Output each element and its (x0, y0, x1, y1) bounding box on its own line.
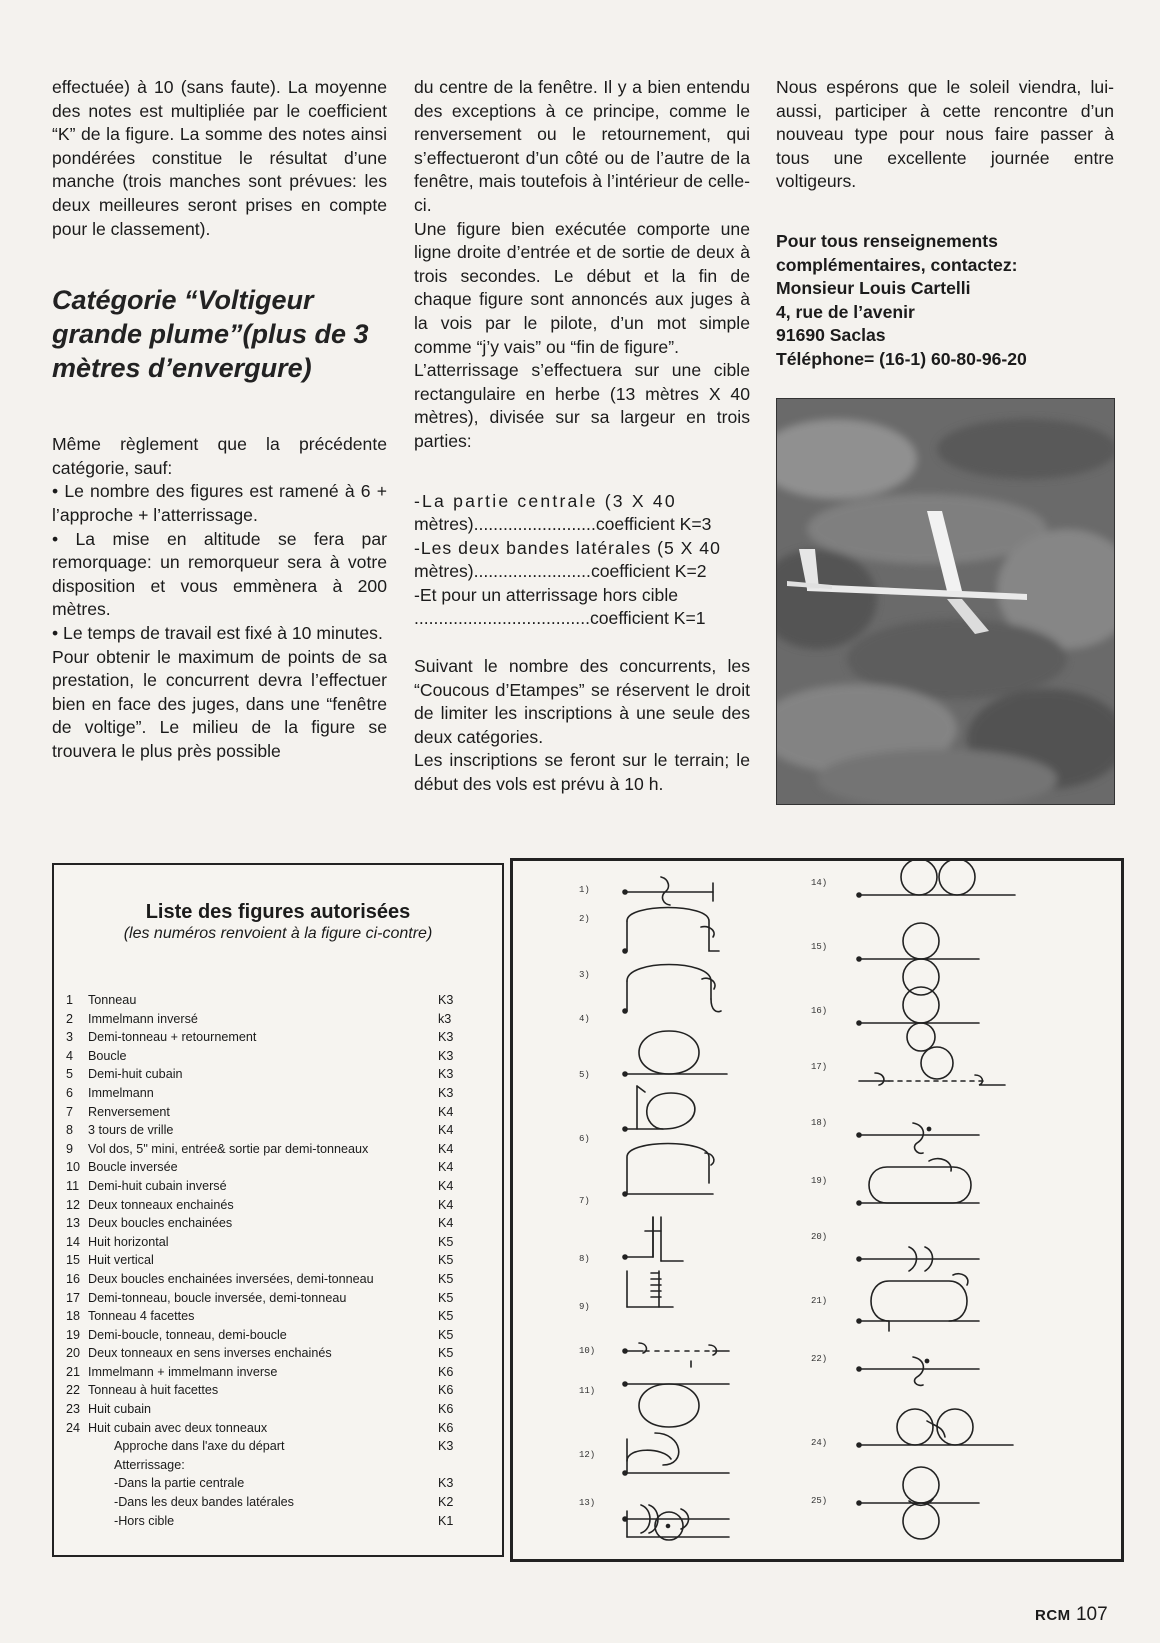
figure-number: 24 (66, 1420, 81, 1435)
coef-line-1a: -La partie centrale (3 X 40 (414, 490, 677, 511)
figure-18 (857, 1123, 979, 1153)
diagram-label-right: 21) (811, 1296, 828, 1306)
figure-name: 3 tours de vrille (88, 1123, 174, 1138)
figure-name: Vol dos, 5" mini, entrée& sortie par demi-tonneaux (88, 1141, 369, 1156)
diagram-label-right: 19) (811, 1176, 828, 1186)
figure-name: Immelmann inversé (88, 1011, 198, 1026)
figure-list-row (66, 1363, 486, 1382)
figure-number: 6 (66, 1085, 74, 1100)
figure-coefficient: K5 (438, 1271, 454, 1286)
figure-4 (623, 1031, 727, 1076)
coef-line-2b: mètres)........................coefficient K=2 (414, 561, 707, 582)
diagram-label-right: 17) (811, 1062, 828, 1072)
figure-coefficient: K4 (438, 1104, 454, 1119)
figure-coefficient: K3 (438, 1030, 454, 1045)
figure-21 (857, 1274, 979, 1331)
col3-paragraph-1: Nous espérons que le soleil viendra, lui-aussi, participer à cette rencontre d’un nouveau type pour nous faire passer à tous une excellente journée entre voltigeurs. (776, 77, 1114, 192)
figure-list-title: Liste des figures autorisées (145, 901, 411, 923)
glider-photo (776, 398, 1115, 805)
coef-line-3b: ....................................coefficient K=1 (414, 608, 706, 629)
contact-street: 4, rue de l’avenir (776, 301, 915, 322)
figure-name: Immelmann + immelmann inverse (88, 1364, 278, 1379)
figure-list-rows (66, 991, 486, 1530)
figure-name: Atterrissage: (114, 1457, 185, 1472)
figure-8 (627, 1271, 673, 1307)
figure-7 (623, 1217, 683, 1261)
figure-number: 21 (66, 1364, 81, 1379)
figure-name: Deux boucles enchainées (88, 1216, 233, 1231)
figure-list-row (66, 1493, 486, 1512)
figure-number: 13 (66, 1216, 81, 1231)
figure-coefficient: K4 (438, 1123, 454, 1138)
figure-17 (859, 1047, 1005, 1085)
figure-name: Immelmann (88, 1085, 154, 1100)
aerobatic-figures-diagram (513, 861, 1115, 1553)
figure-list-row (66, 1474, 486, 1493)
figure-coefficient: K5 (438, 1234, 454, 1249)
diagram-label-left: 1) (579, 885, 590, 895)
figure-name: Huit vertical (88, 1253, 154, 1268)
figure-coefficient: K2 (438, 1495, 454, 1510)
figure-11 (623, 1433, 729, 1475)
figure-number: 4 (66, 1048, 74, 1063)
figure-list-row (66, 1233, 486, 1252)
figure-list-row (66, 1344, 486, 1363)
figure-list-row (66, 1289, 486, 1308)
figure-name: Tonneau (88, 993, 137, 1007)
figure-name: Demi-tonneau, boucle inversée, demi-tonneau (88, 1290, 347, 1305)
figure-number: 8 (66, 1123, 74, 1138)
page-footer (1035, 1604, 1108, 1626)
figure-name: Approche dans l'axe du départ (114, 1439, 285, 1454)
figure-name: -Hors cible (114, 1513, 175, 1528)
diagram-label-right: 24) (811, 1438, 828, 1448)
col1-paragraph-2: Même règlement que la précédente catégorie, sauf: (52, 434, 387, 478)
figure-name: Deux tonneaux enchainés (88, 1197, 234, 1212)
diagram-label-left: 5) (579, 1070, 590, 1080)
figure-14 (857, 861, 1015, 897)
figure-list-row (66, 1103, 486, 1122)
figure-coefficient: K3 (438, 1439, 454, 1454)
diagram-label-left: 13) (579, 1498, 596, 1508)
figure-number: 16 (66, 1271, 81, 1286)
diagram-label-left: 4) (579, 1014, 590, 1024)
figure-number: 10 (66, 1160, 81, 1175)
figure-name: Deux tonneaux en sens inverses enchainés (88, 1346, 332, 1361)
figure-list-row (66, 1456, 486, 1475)
figure-list-row (66, 1158, 486, 1177)
col1-bullet-3: • Le temps de travail est fixé à 10 minutes. (52, 622, 383, 643)
figure-name: Demi-boucle, tonneau, demi-boucle (88, 1327, 287, 1342)
figure-6 (623, 1144, 714, 1197)
diagram-label-right: 20) (811, 1232, 828, 1242)
diagram-label-right: 22) (811, 1354, 828, 1364)
figure-list-row (66, 1381, 486, 1400)
figure-25 (857, 1467, 979, 1539)
figure-list-row (66, 1177, 486, 1196)
diagram-label-left: 6) (579, 1134, 590, 1144)
figure-name: Renversement (88, 1104, 170, 1119)
figure-name: Tonneau 4 facettes (88, 1309, 195, 1324)
contact-city: 91690 Saclas (776, 325, 886, 346)
figure-name: Huit cubain avec deux tonneaux (88, 1420, 268, 1435)
figure-name: Demi-huit cubain inversé (88, 1178, 227, 1193)
figure-list-row (66, 1140, 486, 1159)
figure-name: -Dans la partie centrale (114, 1476, 245, 1491)
figure-coefficient: K5 (438, 1290, 454, 1305)
figure-number: 18 (66, 1309, 81, 1324)
figure-16 (857, 987, 979, 1051)
figure-13 (627, 1511, 729, 1540)
page-number: 107 (1075, 1604, 1108, 1625)
magazine-brand: RCM (1035, 1607, 1071, 1624)
diagram-label-left: 2) (579, 914, 590, 924)
category-heading: Catégorie “Voltigeur grande plume”(plus de 3 mètres d’envergure) (52, 285, 369, 384)
figure-coefficient: K6 (438, 1364, 454, 1379)
coef-line-3a: -Et pour un atterrissage hors cible (414, 584, 679, 605)
contact-intro: Pour tous renseignements complémentaires, contactez: (776, 230, 1018, 275)
figure-name: Huit cubain (88, 1402, 152, 1417)
col2-paragraph-3: L’atterrissage s’effectuera sur une cible rectangulaire en herbe (13 mètres X 40 mètres), divisée sur sa largeur en trois parties: (414, 360, 750, 451)
col1-bullet-1: • Le nombre des figures est ramené à 6 + l’approche + l’atterrissage. (52, 481, 387, 525)
diagram-label-left: 9) (579, 1302, 590, 1312)
figure-2 (623, 908, 719, 954)
diagram-label-right: 14) (811, 878, 828, 888)
figure-list-subtitle: (les numéros renvoient à la figure ci-contre) (123, 925, 433, 942)
figure-coefficient: K3 (438, 1067, 454, 1082)
figure-number: 17 (66, 1290, 81, 1305)
figure-list-row (66, 1326, 486, 1345)
figure-number: 11 (66, 1178, 80, 1193)
figure-list-row (66, 1121, 486, 1140)
glider-photo-illustration (777, 399, 1114, 804)
column-1 (52, 76, 387, 763)
figure-number: 23 (66, 1402, 81, 1417)
figure-number: 22 (66, 1383, 81, 1398)
diagram-label-left: 8) (579, 1254, 590, 1264)
col1-bullet-2: • La mise en altitude se fera par remorquage: un remorqueur sera à votre disposition et vous emmènera à 200 mètres. (52, 528, 387, 620)
figure-coefficient: K6 (438, 1383, 454, 1398)
diagram-label-left: 10) (579, 1346, 596, 1356)
figure-10 (623, 1382, 729, 1427)
figure-number: 19 (66, 1327, 81, 1342)
figure-24 (857, 1409, 1013, 1447)
figure-name: Huit horizontal (88, 1234, 169, 1249)
figure-coefficient: K3 (438, 1048, 454, 1063)
figure-3 (623, 965, 721, 1014)
diagram-label-left: 7) (579, 1196, 590, 1206)
figure-list-row (66, 1047, 486, 1066)
col2-paragraph-1: du centre de la fenêtre. Il y a bien entendu des exceptions à ce principe, comme le renversement ou le retournement, qui s’effectueront d’un côté ou de l’autre de la fenêtre, mais toutefois à l’intérieur de celle-ci. (414, 77, 750, 215)
figure-20 (857, 1247, 979, 1271)
figure-5 (623, 1086, 695, 1131)
col2-paragraph-5: Les inscriptions se feront sur le terrain; le début des vols est prévu à 10 h. (414, 750, 750, 795)
figure-name: Boucle inversée (88, 1160, 178, 1175)
figure-list-row (66, 1084, 486, 1103)
figure-coefficient: K6 (438, 1420, 454, 1435)
figure-list-row (66, 1512, 486, 1531)
figure-coefficient: K5 (438, 1327, 454, 1342)
figure-coefficient: K3 (438, 993, 454, 1007)
diagram-label-right: 25) (811, 1496, 828, 1506)
column-2 (414, 76, 750, 797)
figure-list-row (66, 1307, 486, 1326)
figure-number: 1 (66, 993, 74, 1007)
figure-diagram-box (510, 858, 1124, 1562)
figure-number: 2 (66, 1011, 74, 1026)
figure-name: Deux boucles enchainées inversées, demi-tonneau (88, 1271, 374, 1286)
figure-list-row (66, 1270, 486, 1289)
figure-coefficient: K4 (438, 1141, 454, 1156)
figure-12 (623, 1505, 729, 1533)
figure-coefficient: K3 (438, 1085, 454, 1100)
diagram-label-left: 3) (579, 970, 590, 980)
col1-paragraph-3: Pour obtenir le maximum de points de sa prestation, le concurrent devra l’effectuer bien en face des juges, dans une “fenêtre de voltige”. Le milieu de la figure se trouvera le plus près possible (52, 646, 387, 761)
diagram-label-left: 11) (579, 1386, 596, 1396)
figure-number: 7 (66, 1104, 74, 1119)
col1-paragraph-1: effectuée) à 10 (sans faute). La moyenne des notes est multipliée par le coefficient “K” de la figure. La somme des notes ainsi pondérées constitue le résultat d’une manche (trois manches sont prévues: les deux meilleures seront prises en compte pour le classement). (52, 77, 387, 239)
figure-list-row (66, 1028, 486, 1047)
figure-coefficient: K6 (438, 1402, 454, 1417)
figure-list-row (66, 991, 486, 1010)
figure-number: 14 (66, 1234, 81, 1249)
figure-coefficient: K5 (438, 1309, 454, 1324)
figure-coefficient: K5 (438, 1346, 454, 1361)
figure-list-box (52, 863, 504, 1557)
figure-coefficient: k3 (438, 1011, 452, 1026)
figure-list-row (66, 1400, 486, 1419)
figure-coefficient: K3 (438, 1476, 454, 1491)
figure-coefficient: K5 (438, 1253, 454, 1268)
figure-coefficient: K4 (438, 1197, 454, 1212)
figure-list-row (66, 1419, 486, 1438)
figure-list-row (66, 1065, 486, 1084)
figure-coefficient: K4 (438, 1160, 454, 1175)
figure-name: Tonneau à huit facettes (88, 1383, 219, 1398)
figure-number: 5 (66, 1067, 74, 1082)
figure-1 (623, 877, 713, 905)
figure-22 (857, 1357, 979, 1385)
figure-list-row (66, 1196, 486, 1215)
figure-list-row (66, 1251, 486, 1270)
diagram-label-left: 12) (579, 1450, 596, 1460)
figure-coefficient: K4 (438, 1216, 454, 1231)
figure-number: 9 (66, 1141, 74, 1156)
column-3 (776, 76, 1114, 372)
figure-name: Demi-huit cubain (88, 1067, 183, 1082)
figure-number: 12 (66, 1197, 81, 1212)
diagram-label-right: 18) (811, 1118, 828, 1128)
contact-phone: Téléphone= (16-1) 60-80-96-20 (776, 348, 1027, 369)
figure-coefficient: K4 (438, 1178, 454, 1193)
figure-number: 15 (66, 1253, 81, 1268)
figure-9 (623, 1343, 729, 1367)
figure-list-row (66, 1214, 486, 1233)
figure-list-row (66, 1437, 486, 1456)
figure-name: -Dans les deux bandes latérales (114, 1495, 294, 1510)
col2-paragraph-2: Une figure bien exécutée comporte une ligne droite d’entrée et de sortie de deux à trois secondes. Le début et la fin de chaque figure sont annoncés aux juges à la vois par le pilote, d’un mot simple comme “j’y vais” ou “fin de figure”. (414, 218, 750, 357)
figure-15 (857, 923, 979, 995)
diagram-label-right: 15) (811, 942, 828, 952)
coef-line-2a: -Les deux bandes latérales (5 X 40 (414, 537, 721, 558)
diagram-label-right: 16) (811, 1006, 828, 1016)
figure-number: 3 (66, 1030, 74, 1045)
figure-name: Demi-tonneau + retournement (88, 1030, 257, 1045)
figure-number: 20 (66, 1346, 81, 1361)
col2-paragraph-4: Suivant le nombre des concurrents, les “Coucous d’Etampes” se réservent le droit de limiter les inscriptions à une seule des deux catégories. (414, 656, 750, 747)
figure-name: Boucle (88, 1048, 127, 1063)
contact-name: Monsieur Louis Cartelli (776, 278, 971, 299)
figure-list-row (66, 1010, 486, 1029)
figure-coefficient: K1 (438, 1513, 454, 1528)
figure-19 (857, 1159, 979, 1205)
coef-line-1b: mètres).........................coefficient K=3 (414, 514, 712, 535)
